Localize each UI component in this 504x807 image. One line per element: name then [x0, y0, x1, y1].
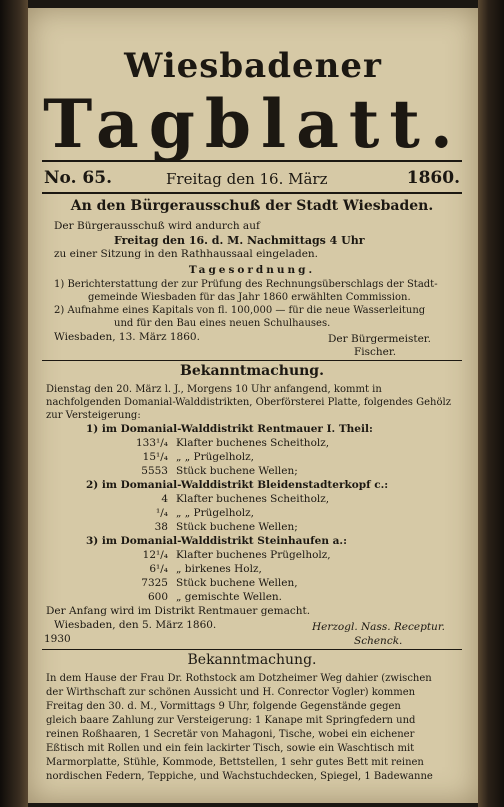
notice1-line: Der Bürgerausschuß wird andurch auf [54, 220, 260, 232]
district-title: 2) im Domanial-Walddistrikt Bleidenstadterkopf c.: [86, 479, 389, 491]
agenda-title: Tagesordnung. [188, 264, 316, 276]
newspaper-page [28, 8, 478, 803]
rule [42, 649, 462, 650]
notice3-line: nordischen Federn, Teppiche, und Wachstuchdecken, Spiegel, 1 Badewanne [46, 771, 433, 782]
district-item: Stück buchene Wellen, [176, 577, 298, 589]
notice1-line: Freitag den 16. d. M. Nachmittags 4 Uhr [114, 234, 365, 247]
notice1-place-date: Wiesbaden, 13. März 1860. [54, 331, 200, 343]
notice3-line: reinen Roßhaaren, 1 Secretär von Mahagoni, Tische, wobei ein eichener [46, 729, 415, 740]
rule [42, 160, 462, 162]
district-item: „ „ Prügelholz, [176, 451, 255, 463]
district-item: „ birkenes Holz, [176, 563, 262, 575]
notice3-heading: Bekanntmachung. [187, 652, 317, 668]
notice1-heading: An den Bürgerausschuß der Stadt Wiesbaden. [70, 198, 434, 214]
issue-date: Freitag den 16. März [166, 170, 328, 188]
rule [42, 192, 462, 194]
issue-year: 1860. [406, 168, 460, 188]
district-item: Stück buchene Wellen; [176, 521, 298, 533]
district-item: „ „ Prügelholz, [176, 507, 255, 519]
notice2-intro: zur Versteigerung: [46, 410, 141, 421]
masthead-line2: Tagblatt. [43, 85, 463, 163]
notice2-place-date: Wiesbaden, den 5. März 1860. [54, 619, 217, 631]
notice3-line: der Wirthschaft zur schönen Aussicht und H. Conrector Vogler) kommen [46, 687, 416, 698]
notice2-signer-name: Schenck. [354, 635, 403, 647]
district-title: 3) im Domanial-Walddistrikt Steinhaufen a.: [86, 535, 347, 547]
rule [42, 360, 462, 361]
notice3-line: Marmorplatte, Stühle, Kommode, Bettstellen, 1 sehr gutes Bett mit reinen [46, 757, 424, 768]
agenda-line: 2) Aufnahme eines Kapitals von fl. 100,000 — für die neue Wasserleitung [54, 305, 426, 316]
book-edge [478, 0, 504, 807]
district-item: Stück buchene Wellen; [176, 465, 298, 477]
agenda-line: und für den Bau eines neuen Schulhauses. [114, 318, 331, 329]
district-item: Klafter buchenes Prügelholz, [176, 549, 331, 561]
district-item: Klafter buchenes Scheitholz, [176, 493, 330, 505]
district-item: „ gemischte Wellen. [176, 591, 283, 603]
notice3-line: Freitag den 30. d. M., Vormittags 9 Uhr, folgende Gegenstände gegen [46, 701, 401, 712]
notice3-line: Eßtisch mit Rollen und ein fein lackirter Tisch, sowie ein Waschtisch mit [46, 743, 415, 754]
district-qty: ¹/₄ [156, 507, 168, 519]
masthead-line1: Wiesbadener [124, 46, 382, 86]
dateline [42, 166, 462, 190]
district-qty: 12¹/₄ [142, 549, 168, 561]
district-qty: 6¹/₄ [149, 563, 168, 575]
notice2-closing: Der Anfang wird im Distrikt Rentmauer gemacht. [46, 605, 311, 617]
notice1-line: zu einer Sitzung in den Rathhaussaal eingeladen. [54, 248, 319, 260]
district-qty: 5553 [141, 465, 168, 477]
agenda-line: gemeinde Wiesbaden für das Jahr 1860 erwählten Commission. [88, 292, 411, 303]
district-qty: 133¹/₄ [136, 437, 168, 449]
district-qty: 15¹/₄ [142, 451, 168, 463]
district-item: Klafter buchenes Scheitholz, [176, 437, 330, 449]
notice2-intro: nachfolgenden Domanial-Walddistrikten, Oberförsterei Platte, folgendes Gehölz [46, 397, 451, 408]
book-spine [0, 0, 28, 807]
district-title: 1) im Domanial-Walddistrikt Rentmauer I. Theil: [86, 423, 373, 435]
notice2-intro: Dienstag den 20. März l. J., Morgens 10 Uhr anfangend, kommt in [46, 384, 382, 395]
notice1-signer-name: Fischer. [354, 346, 397, 358]
district-qty: 600 [147, 591, 168, 603]
notice2-heading: Bekanntmachung. [180, 363, 324, 379]
notice3-line: In dem Hause der Frau Dr. Rothstock am Dotzheimer Weg dahier (zwischen [46, 673, 432, 684]
issue-number: No. 65. [44, 168, 112, 188]
district-qty: 38 [154, 521, 168, 533]
district-qty: 4 [161, 493, 168, 505]
notice1-signer-title: Der Bürgermeister. [328, 333, 431, 345]
notice3-line: gleich baare Zahlung zur Versteigerung: 1 Kanape mit Springfedern und [46, 715, 416, 726]
district-qty: 7325 [141, 577, 168, 589]
notice2-ref-number: 1930 [44, 633, 71, 645]
notice2-signer-title: Herzogl. Nass. Receptur. [312, 621, 446, 633]
agenda-line: 1) Berichterstattung der zur Prüfung des Rechnungsüberschlags der Stadt- [54, 279, 438, 290]
